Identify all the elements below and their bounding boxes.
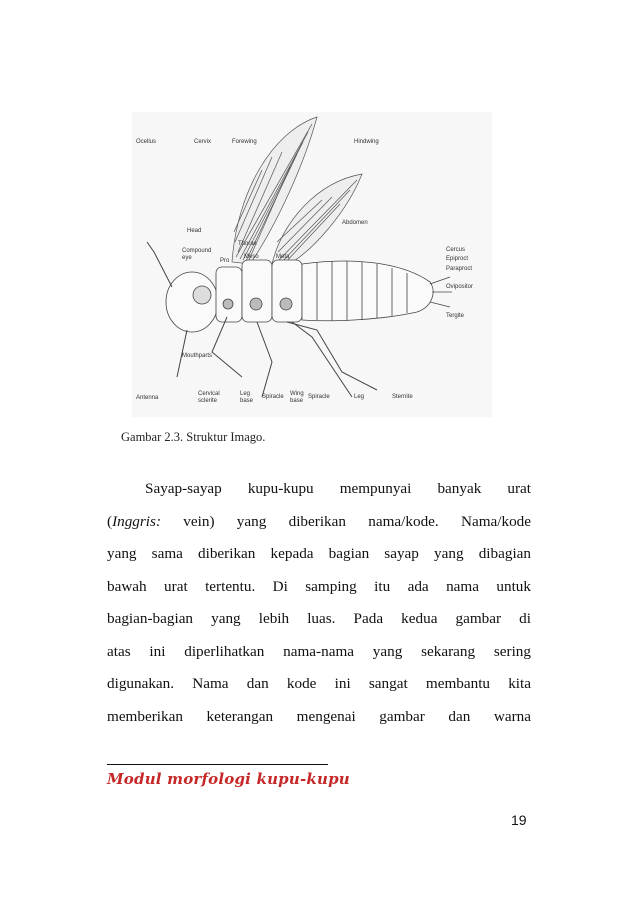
paragraph-line: digunakan. Nama dan kode ini sangat membantu kita <box>107 675 531 692</box>
label-mouthparts: Mouthparts <box>182 353 213 359</box>
label-sternite: Sternite <box>392 394 413 400</box>
label-spiracle-2: Spiracle <box>308 394 330 400</box>
label-epiproct: Epiproct <box>446 256 469 262</box>
label-meso: Meso <box>244 254 259 260</box>
label-pro: Pro <box>220 258 230 264</box>
label-antenna: Antenna <box>136 395 159 401</box>
label-leg: Leg <box>354 394 365 400</box>
insect-body <box>166 260 452 332</box>
label-abdomen: Abdomen <box>342 220 368 226</box>
paragraph-line: atas ini diperlihatkan nama-nama yang sekarang sering <box>107 642 531 660</box>
paragraph-line: memberikan keterangan mengenai gambar dan warna <box>107 707 531 725</box>
insect-diagram <box>132 112 492 417</box>
figure-caption: Gambar 2.3. Struktur Imago. <box>121 430 266 444</box>
label-hindwing: Hindwing <box>354 139 379 145</box>
label-tergite: Tergite <box>446 313 465 319</box>
paragraph-line: bawah urat tertentu. Di samping itu ada nama untuk <box>107 577 531 595</box>
insect-anatomy-figure <box>132 112 492 417</box>
label-cervix: Cervix <box>194 139 212 145</box>
paragraph-line: bagian-bagian yang lebih luas. Pada kedua gambar di <box>107 610 531 627</box>
label-cercus: Cercus <box>446 247 466 253</box>
footer-divider <box>107 764 328 765</box>
label-thorax: Thorax <box>238 241 257 247</box>
label-head: Head <box>187 228 202 234</box>
label-ovipositor: Ovipositor <box>446 284 474 290</box>
label-cervical-sclerite: Cervical sclerite <box>198 391 220 404</box>
body-paragraph <box>107 473 531 733</box>
paragraph-line: (Inggris: vein) yang diberikan nama/kode. Nama/kode <box>107 512 531 530</box>
footer-module-title: Modul morfologi kupu-kupu <box>107 770 350 788</box>
label-paraproct: Paraproct <box>446 266 473 272</box>
label-forewing: Forewing <box>232 139 257 145</box>
paragraph-line: Sayap-sayap kupu-kupu mempunyai banyak urat <box>145 480 531 497</box>
label-meta: Meta <box>276 254 290 260</box>
label-ocellus: Ocellus <box>136 139 157 145</box>
label-spiracle: Spiracle <box>262 394 284 400</box>
label-wing-base: Wing base <box>290 391 304 404</box>
label-compound-eye: Compound eye <box>182 248 212 261</box>
paragraph-line: yang sama diberikan kepada bagian sayap yang dibagian <box>107 545 531 562</box>
page-number: 19 <box>511 812 527 828</box>
label-leg-base: Leg base <box>240 391 254 404</box>
